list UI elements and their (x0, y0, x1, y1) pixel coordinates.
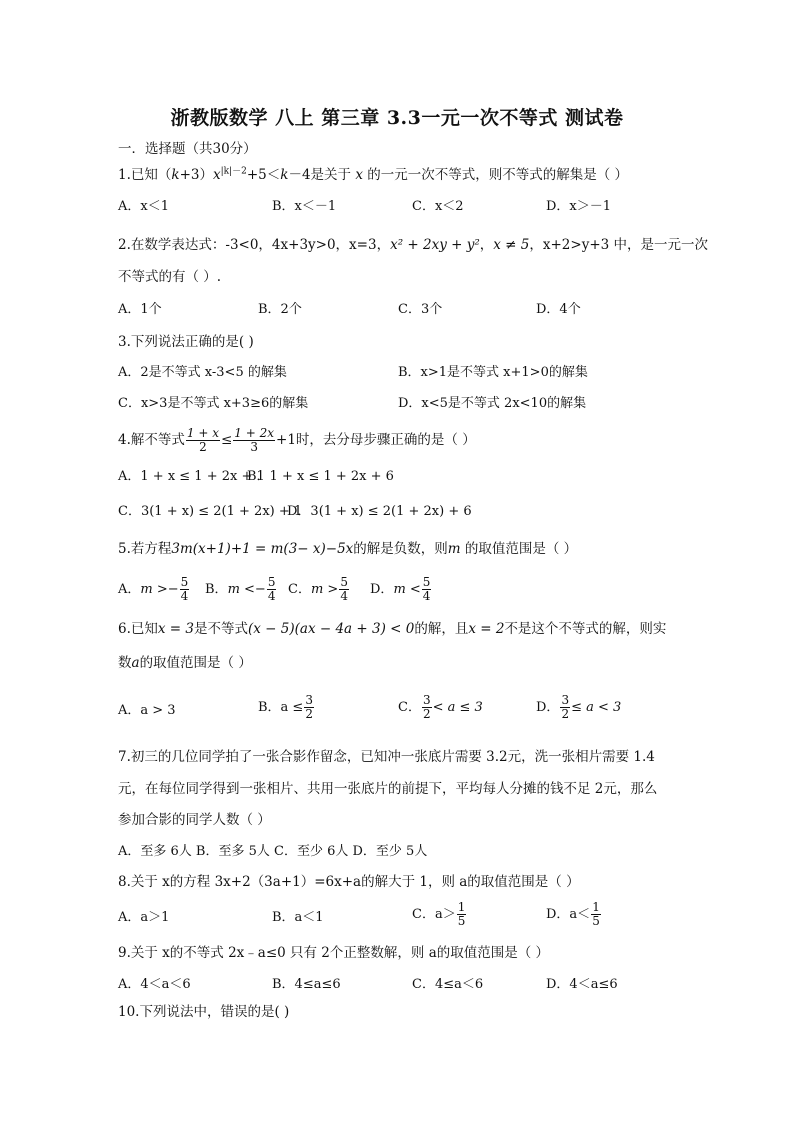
question-2-line1: 2.在数学表达式：-3<0，4x+3y>0，x=3，x² + 2xy + y²，x ≠ 5，x+2>y+3 中，是一元一次 (118, 237, 709, 253)
question-1: 1.已知$(k+3)x^{|k|-2}+5<k-4$是关于 x 的一元一次不等式，则不等式的解集是（ ） (118, 166, 629, 183)
section-heading: 一．选择题（共30分） (118, 141, 257, 157)
fraction: $\frac{1 + x}{2}$ (186, 426, 219, 454)
q4-option-d: D．3(1 + x) ≤ 2(1 + 2x) + 6 (287, 504, 472, 519)
question-9: 9.关于 x的不等式 2x﹣a≤0 只有 2个正整数解，则 a的取值范围是（ ） (118, 945, 550, 961)
question-4: 4.解不等式 $\frac{1 + x}{2}$ ≤ $\frac{1 + 2x}{3}$ +1时，去分母步骤正确的是（ ） (118, 426, 476, 454)
fraction: $\frac{1}{5}$ (457, 900, 466, 928)
q1-option-c: C．x＜2 (412, 199, 464, 214)
question-7-line1: 7.初三的几位同学拍了一张合影作留念，已知冲一张底片需要 3.2元，洗一张相片需要 1.4 (118, 749, 655, 765)
q5-option-c: C．m > $\frac{5}{4}$ (288, 575, 348, 603)
question-6-line2: 数a的取值范围是（ ） (118, 655, 252, 671)
q8-option-c: C．a＞ $\frac{1}{5}$ (412, 900, 466, 928)
q2-option-b: B．2个 (258, 302, 302, 317)
question-7-line3: 参加合影的同学人数（ ） (118, 812, 271, 828)
question-10: 10.下列说法中，错误的是( ) (118, 1004, 290, 1020)
q6-option-d: D． $\frac{3}{2}$ ≤ a < 3 (536, 693, 622, 721)
fraction: $\frac{5}{4}$ (422, 575, 431, 603)
q3-option-b: B．x>1是不等式 x+1>0的解集 (398, 365, 588, 380)
q2-option-a: A．1个 (118, 302, 162, 317)
q4-option-a: A．1 + x ≤ 1 + 2x + 1 (118, 469, 265, 484)
q5-option-b: B．m <− $\frac{5}{4}$ (205, 575, 276, 603)
fraction: $\frac{3}{2}$ (305, 693, 313, 721)
fraction: $\frac{5}{4}$ (267, 575, 276, 603)
q2-option-d: D．4个 (536, 302, 581, 317)
q5-option-d: D．m < $\frac{5}{4}$ (370, 575, 431, 603)
q8-option-a: A．a＞1 (118, 910, 170, 925)
q4-option-c: C．3(1 + x) ≤ 2(1 + 2x) + 1 (118, 504, 303, 519)
fraction: $\frac{3}{2}$ (422, 693, 431, 721)
q9-option-d: D．4＜a≤6 (546, 977, 618, 992)
page-title: 浙教版数学 八上 第三章 3.3一元一次不等式 测试卷 (170, 107, 624, 129)
q5-option-a: A．m >− $\frac{5}{4}$ (118, 575, 189, 603)
q7-options: A．至多 6人 B．至多 5人 C．至少 6人 D．至少 5人 (118, 844, 428, 859)
fraction: $\frac{5}{4}$ (340, 575, 348, 603)
q3-option-a: A．2是不等式 x-3<5 的解集 (118, 365, 287, 380)
question-6-line1: 6.已知x = 3是不等式(x − 5)(ax − 4a + 3) < 0的解，且x = 2不是这个不等式的解，则实 (118, 621, 667, 637)
fraction: $\frac{1}{5}$ (592, 900, 600, 928)
q8-option-b: B．a＜1 (272, 910, 324, 925)
question-7-line2: 元，在每位同学得到一张相片、共用一张底片的前提下，平均每人分摊的钱不足 2元，那么 (118, 781, 658, 797)
q2-option-c: C．3个 (398, 302, 443, 317)
q4-option-b: B．1 + x ≤ 1 + 2x + 6 (247, 469, 394, 484)
question-2-line2: 不等式的有（ ）. (118, 269, 222, 285)
question-3: 3.下列说法正确的是( ) (118, 334, 254, 350)
fraction: $\frac{1 + 2x}{3}$ (234, 426, 275, 454)
q1-option-b: B．x＜－1 (272, 199, 337, 214)
q9-option-a: A．4＜a＜6 (118, 977, 191, 992)
q1-option-a: A．x＜1 (118, 199, 169, 214)
q9-option-b: B．4≤a≤6 (272, 977, 341, 992)
q3-option-c: C．x>3是不等式 x+3≥6的解集 (118, 396, 309, 411)
q8-option-d: D．a＜ $\frac{1}{5}$ (546, 900, 600, 928)
fraction: $\frac{5}{4}$ (180, 575, 189, 603)
q6-option-c: C． $\frac{3}{2}$ < a ≤ 3 (398, 693, 483, 721)
q1-option-d: D．x＞－1 (546, 199, 612, 214)
q6-option-b: B．a ≤ $\frac{3}{2}$ (258, 693, 313, 721)
question-8: 8.关于 x的方程 3x+2（3a+1）=6x+a的解大于 1，则 a的取值范围是（ ） (118, 874, 580, 890)
q3-option-d: D．x<5是不等式 2x<10的解集 (398, 396, 587, 411)
fraction: $\frac{3}{2}$ (561, 693, 570, 721)
q6-option-a: A．a > 3 (118, 703, 176, 718)
q9-option-c: C．4≤a＜6 (412, 977, 484, 992)
question-5: 5.若方程3m(x+1)+1 = m(3− x)−5x的解是负数，则m 的取值范围是（ ） (118, 541, 578, 557)
